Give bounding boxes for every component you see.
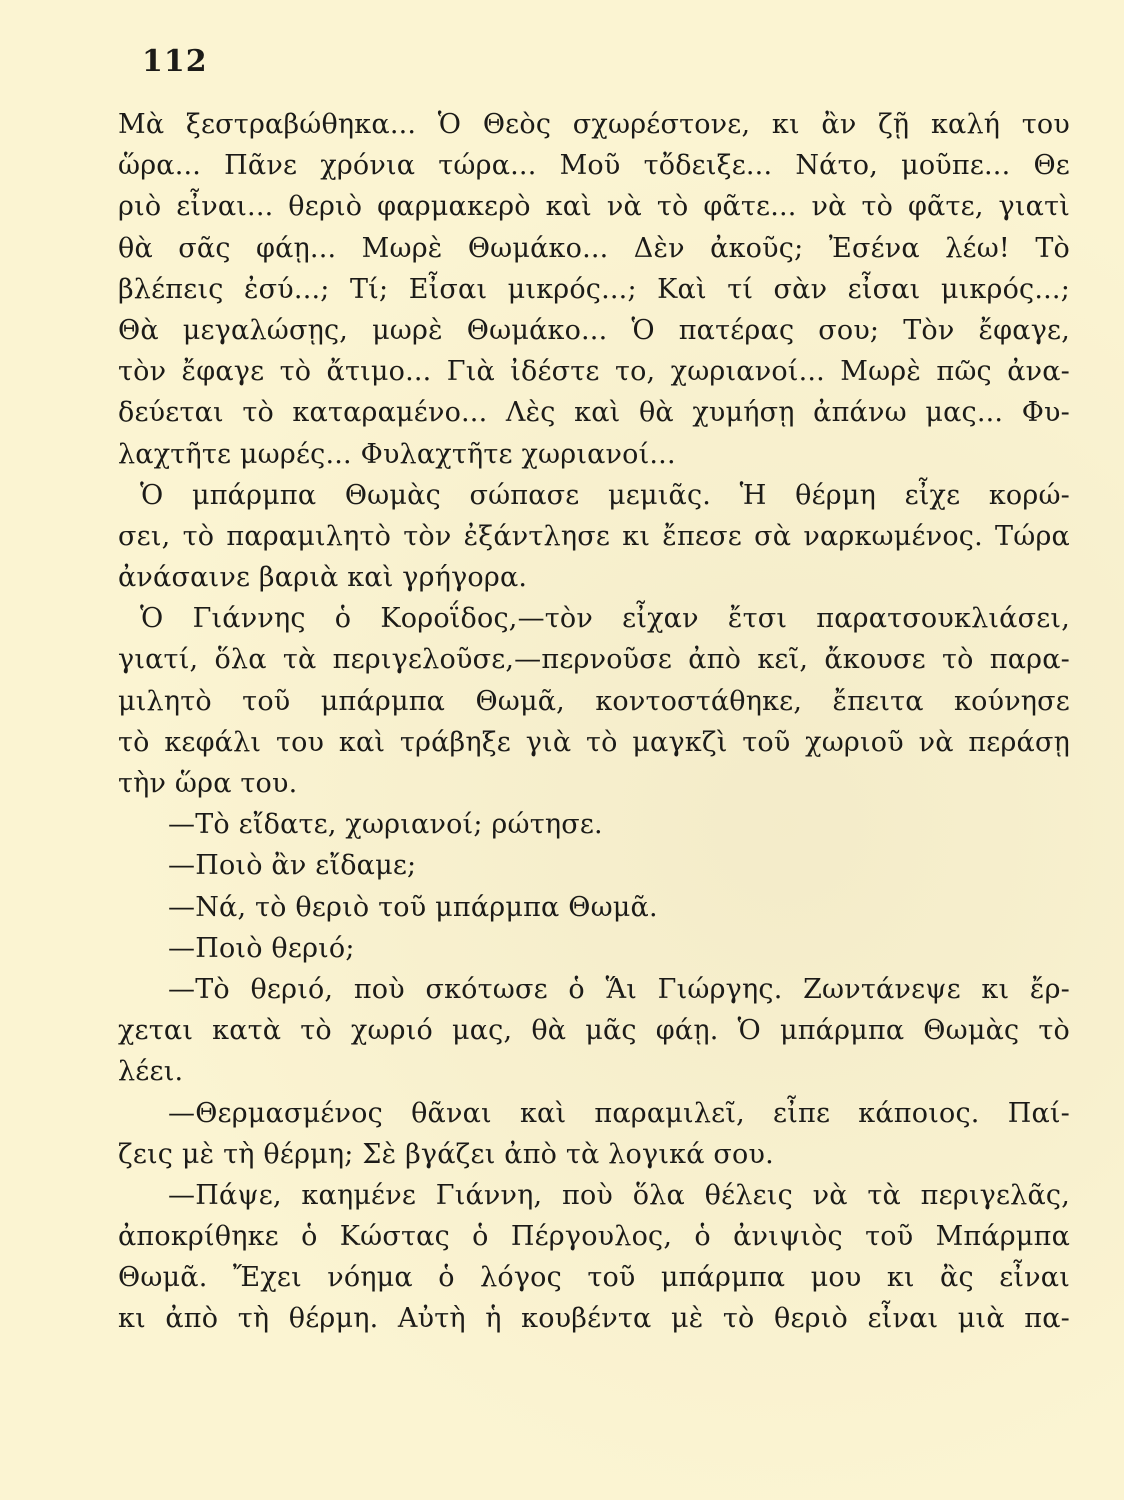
text-line: ἀνάσαινε βαριὰ καὶ γρήγορα. <box>118 562 528 594</box>
text-line: ριὸ εἶναι... θεριὸ φαρμακερὸ καὶ νὰ τὸ φᾶτε... νὰ τὸ φᾶτε, γιατὶ <box>118 191 1070 223</box>
text-line: Μὰ ξεστραβώθηκα... Ὁ Θεὸς σχωρέστονε, κι ἂν ζῇ καλή του <box>118 109 1070 140</box>
dialogue-line: —Ποιὸ θεριό; <box>168 932 355 964</box>
text-line: μιλητὸ τοῦ μπάρμπα Θωμᾶ, κοντοστάθηκε, ἔπειτα κούνησε <box>118 685 1070 717</box>
text-line: λαχτῆτε μωρές... Φυλαχτῆτε χωριανοί... <box>118 438 676 470</box>
dialogue-line: —Νά, τὸ θεριὸ τοῦ μπάρμπα Θωμᾶ. <box>168 891 658 923</box>
text-line: Θωμᾶ. Ἔχει νόημα ὁ λόγος τοῦ μπάρμπα μου κι ἂς εἶναι <box>118 1262 1070 1294</box>
text-line: Ὁ μπάρμπα Θωμὰς σώπασε μεμιᾶς. Ἡ θέρμη εἶχε κορώ- <box>140 479 1070 511</box>
text-line: ἀποκρίθηκε ὁ Κώστας ὁ Πέργουλος, ὁ ἀνιψιὸς τοῦ Μπάρμπα <box>118 1221 1070 1253</box>
text-line: χεται κατὰ τὸ χωριό μας, θὰ μᾶς φάῃ. Ὁ μπάρμπα Θωμὰς τὸ <box>118 1015 1070 1047</box>
text-line: γιατί, ὅλα τὰ περιγελοῦσε,—περνοῦσε ἀπὸ κεῖ, ἄκουσε τὸ παρα- <box>118 644 1070 676</box>
text-line: ὥρα... Πᾶνε χρόνια τώρα... Μοῦ τὄδειξε... Νάτο, μοῦπε... Θε <box>118 150 1070 182</box>
text-line: τὸν ἔφαγε τὸ ἄτιμο... Γιὰ ἰδέστε το, χωριανοί... Μωρὲ πῶς ἀνα- <box>118 356 1070 388</box>
dialogue-line: —Τὸ εἴδατε, χωριανοί; ρώτησε. <box>168 809 603 841</box>
dialogue-line: —Θερμασμένος θᾶναι καὶ παραμιλεῖ, εἶπε κάποιος. Παί- <box>168 1097 1070 1129</box>
text-line: κι ἀπὸ τὴ θέρμη. Αὐτὴ ἡ κουβέντα μὲ τὸ θεριὸ εἶναι μιὰ πα- <box>118 1303 1070 1335</box>
text-line: βλέπεις ἐσύ...; Τί; Εἶσαι μικρός...; Καὶ τί σὰν εἶσαι μικρός...; <box>118 273 1070 305</box>
text-line: θὰ σᾶς φάῃ... Μωρὲ Θωμάκο... Δὲν ἀκοῦς; Ἐσένα λέω! Τὸ <box>118 232 1070 264</box>
text-line: δεύεται τὸ καταραμένο... Λὲς καὶ θὰ χυμήσῃ ἀπάνω μας... Φυ- <box>118 397 1070 429</box>
text-line: Ὁ Γιάννης ὁ Κοροΐδος,—τὸν εἶχαν ἔτσι παρατσουκλιάσει, <box>140 603 1070 635</box>
text-line: λέει. <box>118 1056 184 1088</box>
text-line: Θὰ μεγαλώσῃς, μωρὲ Θωμάκο... Ὁ πατέρας σου; Τὸν ἔφαγε, <box>118 314 1070 346</box>
text-line: τὸ κεφάλι του καὶ τράβηξε γιὰ τὸ μαγκζὶ τοῦ χωριοῦ νὰ περάσῃ <box>118 726 1070 758</box>
text-line: σει, τὸ παραμιλητὸ τὸν ἐξάντλησε κι ἔπεσε σὰ ναρκωμένος. Τώρα <box>118 520 1070 552</box>
page-number: 112 <box>142 44 208 79</box>
text-line: ζεις μὲ τὴ θέρμη; Σὲ βγάζει ἀπὸ τὰ λογικά σου. <box>118 1138 774 1170</box>
page-text <box>118 104 1070 1340</box>
dialogue-line: —Ποιὸ ἂν εἴδαμε; <box>168 850 417 882</box>
dialogue-line: —Τὸ θεριό, ποὺ σκότωσε ὁ Ἅι Γιώργης. Ζωντάνεψε κι ἔρ- <box>168 973 1070 1005</box>
text-line: τὴν ὥρα του. <box>118 768 298 799</box>
dialogue-line: —Πάψε, καημένε Γιάννη, ποὺ ὅλα θέλεις νὰ τὰ περιγελᾶς, <box>168 1179 1070 1211</box>
